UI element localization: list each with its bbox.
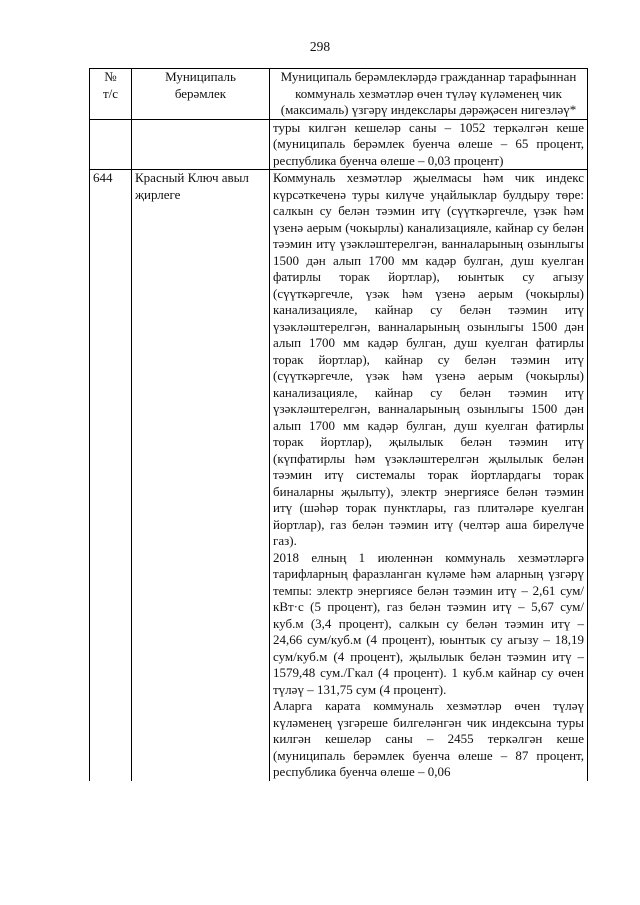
description-paragraph: Коммуналь хезмәтләр җыелмасы һәм чик индекс күрсәткеченә туры килүче уңайлыклар булдыру төре: салкын су белән тәэмин итү (сүүткәргечле, үзәк һәм үзенә аерым (чокырлы) канализацияле, кайнар су белән тәэмин итү үзәкләштерелгән, ванналарының озынлыгы 1500 дән алып 1700 мм кадәр булган, душ куелган фатирлы торак йортлар), юынтык су агызу (сүүткәргечле, үзәк һәм үзенә аерым (чокырлы) канализацияле, кайнар су белән тәэмин итү үзәкләштерелгән, ванналарының озынлыгы 1500 дән алып 1700 мм кадәр булган, душ куелган фатирлы торак йортлар), кайнар су белән тәэмин итү (сүүткәргечле, үзәк һәм үзенә аерым (чокырлы) канализацияле, кайнар су белән тәэмин итү үзәкләштерелгән, ванналарының озынлыгы 1500 дән алып 1700 мм кадәр булган, душ куелган фатирлы торак йортлар), җылылык белән тәэмин итү (күпфатирлы һәм үзәкләштерелгән җылылык белән тәэмин итү системалы торак йортлардагы торак биналарны җылыту), электр энергиясе белән тәэмин итү (шәһәр торак пунктлары, газ плитәләре куелган йортлар), газ белән тәэмин итү (челтәр аша бирелүче газ). [273,170,584,548]
description-paragraph: туры килгән кешеләр саны – 1052 теркәлгән кеше (муниципаль берәмлек буенча өлеше – 65 процент, республика буенча өлеше – 0,03 процент) [273,119,584,168]
description-paragraph: 2018 елның 1 июленнән коммуналь хезмәтләргә тарифларның фаразланган күләме һәм аларның үзгәрү темпы: электр энергиясе белән тәэмин итү – 2,61 сум/кВт·с (5 процент), газ белән тәэмин итү – 5,67 сум/куб.м (3,4 процент), салкын су белән тәэмин итү – 24,66 сум/куб.м (4 процент), юынтык су агызу – 18,19 сум/куб.м (4 процент), җылылык белән тәэмин итү – 1579,48 сум./Гкал (4 процент). 1 куб.м кайнар су өчен түләү – 131,75 сум (4 процент). [273,549,584,697]
header-municipality [132,69,270,120]
description-paragraph: Аларга карата коммуналь хезмәтләр өчен түләү күләменең үзгәреше билгеләнгән чик индексына туры килгән кешеләр саны – 2455 теркәлгән кеше (муниципаль берәмлек буенча өлеше – 87 процент, республика буенча өлеше – 0,06 [273,698,584,779]
row-description-cell [270,119,588,170]
header-municipality-text: Муниципаль берәмлек [165,69,236,101]
header-number [90,69,132,120]
row-municipality-cell [132,119,270,170]
row-description-cell [270,170,588,781]
indexes-table [89,68,588,781]
row-number-cell: 644 [90,170,132,781]
header-number-text: № т/с [102,69,119,101]
header-description [270,69,588,120]
row-number-cell [90,119,132,170]
page-number: 298 [309,39,331,54]
header-description-text: Муниципаль берәмлекләрдә гражданнар тарафыннан коммуналь хезмәтләр өчен түләү күләменең чик (максималь) үзгәрү индекслары дәрәҗәсен нигезләү* [280,69,577,117]
table-header-row [90,69,588,120]
row-municipality-cell: Красный Ключ авыл җирлеге [132,170,270,781]
table-row [90,170,588,781]
table-row [90,119,588,170]
